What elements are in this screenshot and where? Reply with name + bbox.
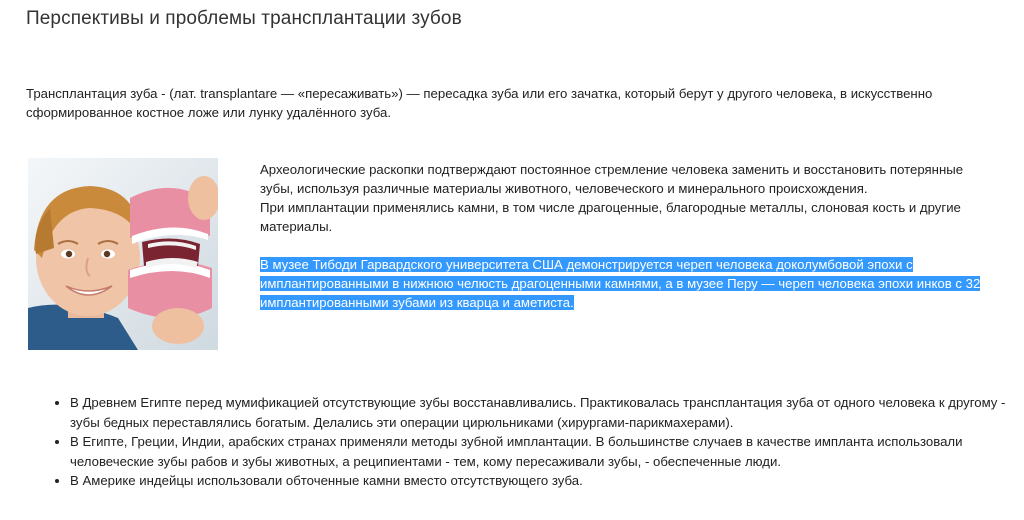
implant-materials-paragraph: При имплантации применялись камни, в том числе драгоценные, благородные металлы, слоновая кость и другие материалы. <box>260 200 961 234</box>
paragraph-spacer <box>260 236 1000 255</box>
list-item: • В Египте, Греции, Индии, арабских странах применяли методы зубной имплантации. В большинстве случаев в качестве импланта использовали человеческие зубы рабов и зубы животных, а реципиентами - тем, кому пересаживали зубы, - обеспеченные люди. <box>70 432 1010 471</box>
side-text-block <box>260 160 1000 312</box>
list-item: • В Америке индейцы использовали обточенные камни вместо отсутствующего зуба. <box>70 471 1010 491</box>
archaeology-paragraph: Археологические раскопки подтверждают постоянное стремление человека заменить и восстановить потерянные зубы, используя различные материалы животного, человеческого и минерального происхождения. <box>260 162 964 196</box>
selected-text-highlight[interactable]: В музее Тибоди Гарвардского университета США демонстрируется череп человека доколумбовой эпохи с имплантированными в нижнюю челюсть драгоценными камнями, а в музее Перу — череп человека эпохи инков с 32 имплантированными зубами из кварца и аметиста. <box>260 257 981 310</box>
museum-paragraph[interactable] <box>260 255 1000 312</box>
intro-paragraph: Трансплантация зуба - (лат. transplantare — «пересаживать») — пересадка зуба или его зачатка, который берут у другого человека, в искусственно сформированное костное ложе или лунку удалённого зуба. <box>26 86 933 120</box>
page-title: Перспективы и проблемы трансплантации зубов <box>26 8 462 29</box>
list-item: • В Древнем Египте перед мумификацией отсутствующие зубы восстанавливались. Практиковалась трансплантация зуба от одного человека к другому - зубы бедных переставлялись богатым. Делались эти операции цирюльниками (хирургами-парикмахерами). <box>70 393 1010 432</box>
history-bullet-list <box>48 393 1010 491</box>
child-with-dental-model-photo <box>28 158 218 350</box>
